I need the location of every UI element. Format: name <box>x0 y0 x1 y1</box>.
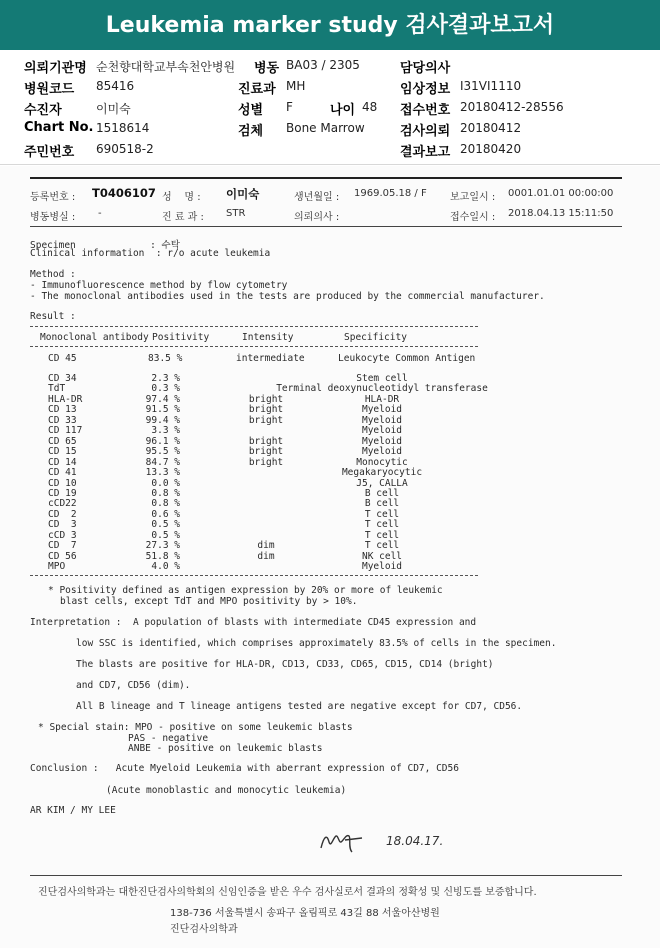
name-value: 이미숙 <box>226 187 260 201</box>
marker-specificity: T cell <box>364 519 400 531</box>
special-stain-line-2: PAS - negative <box>128 733 209 744</box>
marker-positivity: 0.8 % <box>151 487 180 499</box>
marker-specificity: B cell <box>364 498 400 510</box>
hospcode-label: 병원코드 <box>24 82 75 97</box>
marker-positivity: 97.4 % <box>145 393 180 405</box>
marker-positivity: 0.8 % <box>151 498 180 510</box>
ward-label: 병동 <box>254 61 280 76</box>
marker-specificity: Myeloid <box>361 414 403 426</box>
col-header-positivity: Positivity <box>152 332 210 343</box>
footnote-line-1: * Positivity defined as antigen expression by 20% or more of leukemic <box>48 585 443 596</box>
marker-antibody: CD 2 <box>48 508 77 520</box>
marker-positivity: 0.5 % <box>151 519 180 531</box>
hospital-label: 의뢰기관명 <box>24 61 87 76</box>
cd45-antibody: CD 45 <box>48 353 77 364</box>
signature-mark <box>318 826 374 856</box>
marker-antibody: CD 10 <box>48 477 77 489</box>
marker-positivity: 13.3 % <box>145 467 180 479</box>
cd45-intensity: intermediate <box>236 353 305 364</box>
conclusion-line-1: Conclusion : Acute Myeloid Leukemia with aberrant expression of CD7, CD56 <box>30 763 459 774</box>
conclusion-line-2: (Acute monoblastic and monocytic leukemia) <box>106 785 347 796</box>
reg-value: T0406107 <box>92 186 156 200</box>
chart-label: Chart No. <box>24 120 94 135</box>
marker-positivity: 51.8 % <box>145 550 180 562</box>
marker-positivity: 0.3 % <box>151 383 180 395</box>
scan-dept-value: STR <box>226 208 246 219</box>
marker-specificity: Myeloid <box>361 446 403 458</box>
signature-date: 18.04.17. <box>386 834 444 848</box>
marker-antibody: CD 117 <box>48 425 83 437</box>
marker-intensity: bright <box>248 414 284 426</box>
marker-specificity: J5, CALLA <box>356 477 408 489</box>
report-date-label: 보고일시 : <box>450 192 496 203</box>
special-stain-line-3: ANBE - positive on leukemic blasts <box>128 743 323 754</box>
clinical-line: Clinical information : r/o acute leukemia <box>30 248 271 259</box>
dob-value: 1969.05.18 / F <box>354 188 427 199</box>
cd45-specificity: Leukocyte Common Antigen <box>338 353 476 364</box>
col-header-intensity: Intensity <box>242 332 294 343</box>
accession-label: 접수번호 <box>400 103 451 118</box>
marker-specificity: Monocytic <box>356 456 408 468</box>
result-title: Result : <box>30 311 76 322</box>
cd45-positivity: 83.5 % <box>148 353 183 364</box>
marker-positivity: 0.0 % <box>151 477 180 489</box>
marker-antibody: HLA-DR <box>48 393 83 405</box>
sex-value: F <box>286 100 293 114</box>
marker-intensity: bright <box>248 446 284 458</box>
marker-antibody: CD 56 <box>48 550 77 562</box>
footnote-line-2: blast cells, except TdT and MPO positivity by > 10%. <box>60 596 358 607</box>
ward-room-value: - <box>98 208 102 219</box>
special-stain-line-1: * Special stain: MPO - positive on some leukemic blasts <box>38 722 353 733</box>
marker-specificity: Terminal deoxynucleotidyl transferase <box>276 383 488 395</box>
footer-department: 진단검사의학과 <box>170 924 238 935</box>
ward-room-label: 병동병실 : <box>30 212 76 223</box>
idnum-value: 690518-2 <box>96 142 154 156</box>
marker-specificity: HLA-DR <box>364 393 400 405</box>
marker-positivity: 95.5 % <box>145 446 180 458</box>
marker-antibody: CD 13 <box>48 404 77 416</box>
method-title: Method : <box>30 269 76 280</box>
patient-label: 수진자 <box>24 103 62 118</box>
idnum-label: 주민번호 <box>24 145 75 160</box>
marker-antibody: CD 34 <box>48 373 77 384</box>
marker-antibody: CD 65 <box>48 435 77 447</box>
method-line-2: - The monoclonal antibodies used in the tests are produced by the commercial manufacturer. <box>30 291 545 302</box>
marker-positivity: 0.5 % <box>151 529 180 541</box>
marker-specificity: NK cell <box>361 550 403 562</box>
scanned-report <box>0 166 660 948</box>
name-label: 성 명 : <box>162 192 201 203</box>
marker-antibody: CD 33 <box>48 414 77 426</box>
reg-label: 등록번호 : <box>30 192 76 203</box>
marker-positivity: 2.3 % <box>151 373 180 384</box>
received-value: 2018.04.13 15:11:50 <box>508 208 614 219</box>
marker-positivity: 0.6 % <box>151 508 180 520</box>
method-line-1: - Immunofluorescence method by flow cytometry <box>30 280 288 291</box>
requesting-doctor-label: 의뢰의사 : <box>294 212 340 223</box>
marker-intensity: dim <box>257 550 275 562</box>
sex-label: 성별 <box>238 103 264 118</box>
marker-antibody: CD 14 <box>48 456 77 468</box>
marker-antibody: cCD22 <box>48 498 77 510</box>
marker-specificity: T cell <box>364 540 400 552</box>
marker-positivity: 27.3 % <box>145 540 180 552</box>
report-date-value: 0001.01.01 00:00:00 <box>508 188 614 199</box>
interpretation-line-2: low SSC is identified, which comprises approximately 83.5% of cells in the specimen. <box>76 638 557 649</box>
specimen-line: Specimen : 수탁 <box>30 240 180 251</box>
marker-specificity: B cell <box>364 487 400 499</box>
scan-dept-label: 진 료 과 : <box>162 212 204 223</box>
dept-value: MH <box>286 79 306 93</box>
marker-antibody: CD 15 <box>48 446 77 458</box>
specimen-value: Bone Marrow <box>286 121 365 135</box>
marker-antibody: CD 41 <box>48 467 77 479</box>
footer-accreditation: 진단검사의학과는 대한진단검사의학회의 신임인증을 받은 우수 검사실로서 결과의 정확성 및 신빙도를 보증합니다. <box>38 887 537 898</box>
interpretation-line-3: The blasts are positive for HLA-DR, CD13, CD33, CD65, CD15, CD14 (bright) <box>76 659 494 670</box>
accession-value: 20180412-28556 <box>460 100 564 114</box>
age-value: 48 <box>362 100 378 114</box>
marker-positivity: 91.5 % <box>145 404 180 416</box>
marker-positivity: 84.7 % <box>145 456 180 468</box>
received-label: 접수일시 : <box>450 212 496 223</box>
marker-intensity: bright <box>248 393 284 405</box>
ward-value: BA03 / 2305 <box>286 58 360 72</box>
marker-antibody: CD 3 <box>48 519 77 531</box>
marker-specificity: Myeloid <box>361 561 403 573</box>
patient-info-panel <box>0 50 660 165</box>
report-label: 결과보고 <box>400 145 451 160</box>
marker-specificity: Stem cell <box>356 373 408 384</box>
dept-label: 진료과 <box>238 82 276 97</box>
hospcode-value: 85416 <box>96 79 135 93</box>
marker-specificity: Megakaryocytic <box>341 467 423 479</box>
interpretation-line-4: and CD7, CD56 (dim). <box>76 680 191 691</box>
marker-specificity: Myeloid <box>361 404 403 416</box>
col-header-specificity: Specificity <box>344 332 407 343</box>
interpretation-line-1: Interpretation : A population of blasts with intermediate CD45 expression and <box>30 617 477 628</box>
marker-intensity: dim <box>257 540 275 552</box>
marker-specificity: T cell <box>364 529 400 541</box>
request-label: 검사의뢰 <box>400 124 451 139</box>
specimen-label: 검체 <box>238 124 264 139</box>
footer-address: 138-736 서울특별시 송파구 올림픽로 43길 88 서울아산병원 <box>170 908 440 919</box>
dob-label: 생년월일 : <box>294 192 340 203</box>
marker-intensity: bright <box>248 404 284 416</box>
signers: AR KIM / MY LEE <box>30 805 116 816</box>
clinical-value: I31VI1110 <box>460 79 522 93</box>
age-label: 나이 <box>330 103 356 118</box>
interpretation-line-5: All B lineage and T lineage antigens tested are negative except for CD7, CD56. <box>76 701 523 712</box>
marker-antibody: TdT <box>48 383 66 395</box>
chart-value: 1518614 <box>96 121 150 135</box>
marker-specificity: T cell <box>364 508 400 520</box>
report-value: 20180420 <box>460 142 522 156</box>
marker-intensity: bright <box>248 456 284 468</box>
patient-value: 이미숙 <box>96 102 131 116</box>
marker-specificity: Myeloid <box>361 435 403 447</box>
marker-positivity: 99.4 % <box>145 414 180 426</box>
marker-positivity: 4.0 % <box>151 561 180 573</box>
marker-intensity: bright <box>248 435 284 447</box>
marker-specificity: Myeloid <box>361 425 403 437</box>
marker-positivity: 3.3 % <box>151 425 180 437</box>
request-value: 20180412 <box>460 121 522 135</box>
clinical-label: 임상정보 <box>400 82 451 97</box>
marker-antibody: CD 19 <box>48 487 77 499</box>
report-title: Leukemia marker study 검사결과보고서 <box>0 0 660 50</box>
col-header-antibody: Monoclonal antibody <box>40 332 149 343</box>
marker-antibody: cCD 3 <box>48 529 77 541</box>
marker-antibody: CD 7 <box>48 540 77 552</box>
hospital-value: 순천향대학교부속천안병원 <box>96 60 236 74</box>
marker-antibody: MPO <box>48 561 66 573</box>
doctor-label: 담당의사 <box>400 61 451 76</box>
marker-positivity: 96.1 % <box>145 435 180 447</box>
